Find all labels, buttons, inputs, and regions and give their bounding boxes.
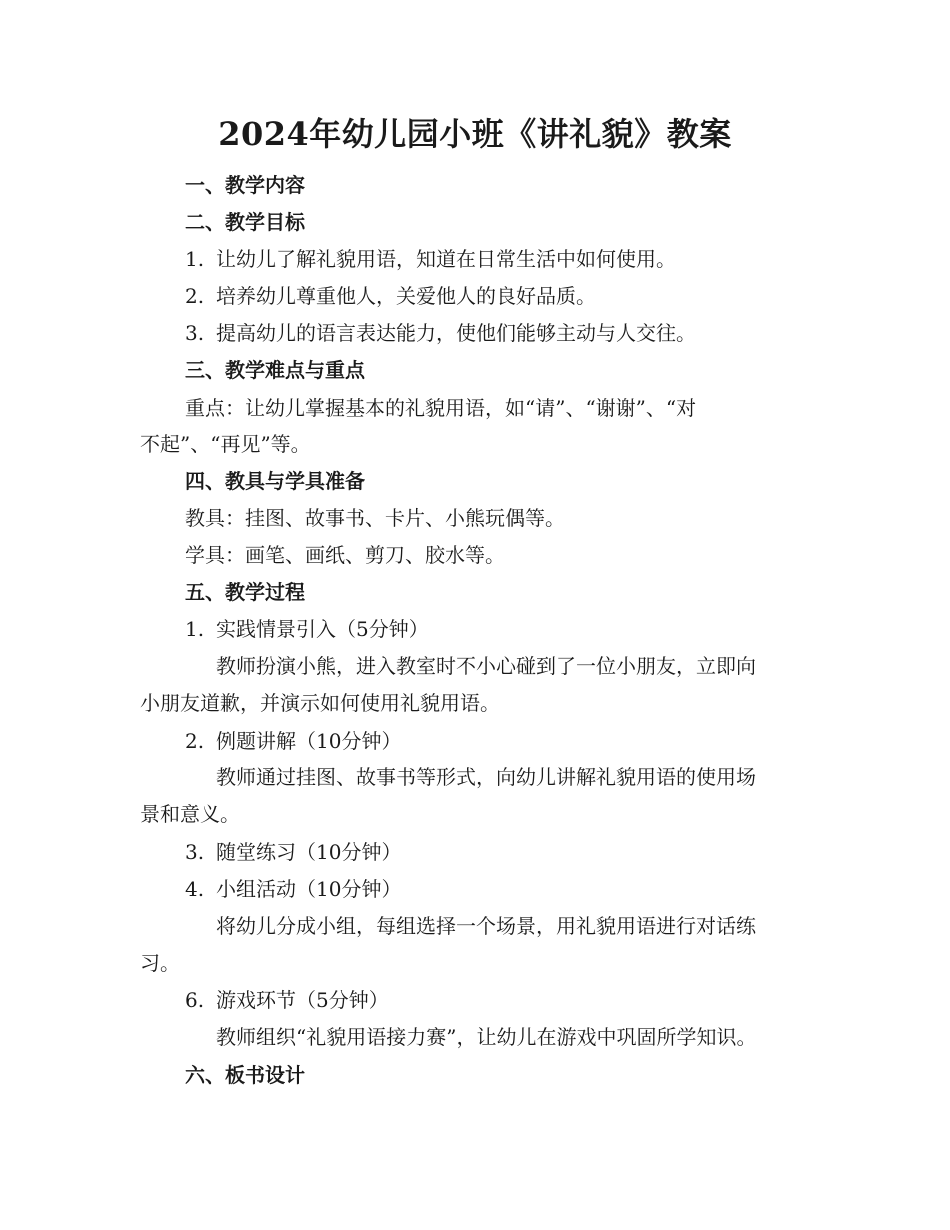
step-description-line: 教师组织“礼貌用语接力赛”，让幼儿在游戏中巩固所学知识。: [216, 1025, 757, 1049]
step-description-line: 小朋友道歉，并演示如何使用礼貌用语。: [140, 691, 500, 715]
objective-text: 培养幼儿尊重他人，关爱他人的良好品质。: [216, 284, 596, 308]
step-description-line: 教师扮演小熊，进入教室时不小心碰到了一位小朋友，立即向: [216, 654, 756, 678]
step-text: 例题讲解（10分钟）: [216, 729, 402, 753]
process-step: [185, 875, 401, 903]
step-description-line: 景和意义。: [140, 802, 240, 826]
section-heading-objectives: 二、教学目标: [185, 210, 305, 234]
step-number: 2.: [185, 729, 205, 753]
step-number: 1.: [185, 617, 205, 641]
step-text: 小组活动（10分钟）: [216, 877, 402, 901]
objective-number: 3.: [185, 321, 205, 345]
key-points-line: 不起”、“再见”等。: [140, 432, 311, 456]
process-step: [185, 727, 401, 755]
step-text: 随堂练习（10分钟）: [216, 840, 402, 864]
key-points-line: 重点：让幼儿掌握基本的礼貌用语，如“请”、“谢谢”、“对: [185, 396, 697, 420]
process-step: [185, 986, 389, 1014]
objective-text: 让幼儿了解礼貌用语，知道在日常生活中如何使用。: [216, 247, 676, 271]
teacher-tools-text: 教具：挂图、故事书、卡片、小熊玩偶等。: [185, 506, 565, 530]
objective-number: 1.: [185, 247, 205, 271]
student-tools-text: 学具：画笔、画纸、剪刀、胶水等。: [185, 543, 505, 567]
step-number: 3.: [185, 840, 205, 864]
step-description-line: 将幼儿分成小组，每组选择一个场景，用礼貌用语进行对话练: [216, 914, 756, 938]
objective-text: 提高幼儿的语言表达能力，使他们能够主动与人交往。: [216, 321, 696, 345]
section-heading-content: 一、教学内容: [185, 173, 305, 197]
objective-item: [185, 319, 696, 347]
step-description-line: 教师通过挂图、故事书等形式，向幼儿讲解礼貌用语的使用场: [216, 765, 756, 789]
section-heading-board-design: 六、板书设计: [185, 1063, 305, 1087]
section-heading-key-points: 三、教学难点与重点: [185, 358, 365, 382]
process-step: [185, 615, 429, 643]
section-heading-process: 五、教学过程: [185, 580, 305, 604]
objective-item: [185, 245, 676, 273]
section-heading-materials: 四、教具与学具准备: [185, 469, 365, 493]
step-text: 游戏环节（5分钟）: [216, 988, 389, 1012]
objective-item: [185, 282, 596, 310]
document-title: 2024年幼儿园小班《讲礼貌》教案: [218, 115, 732, 153]
step-description-line: 习。: [140, 951, 180, 975]
process-step: [185, 838, 401, 866]
step-text: 实践情景引入（5分钟）: [216, 617, 429, 641]
step-number: 4.: [185, 877, 205, 901]
step-number: 6.: [185, 988, 205, 1012]
objective-number: 2.: [185, 284, 205, 308]
